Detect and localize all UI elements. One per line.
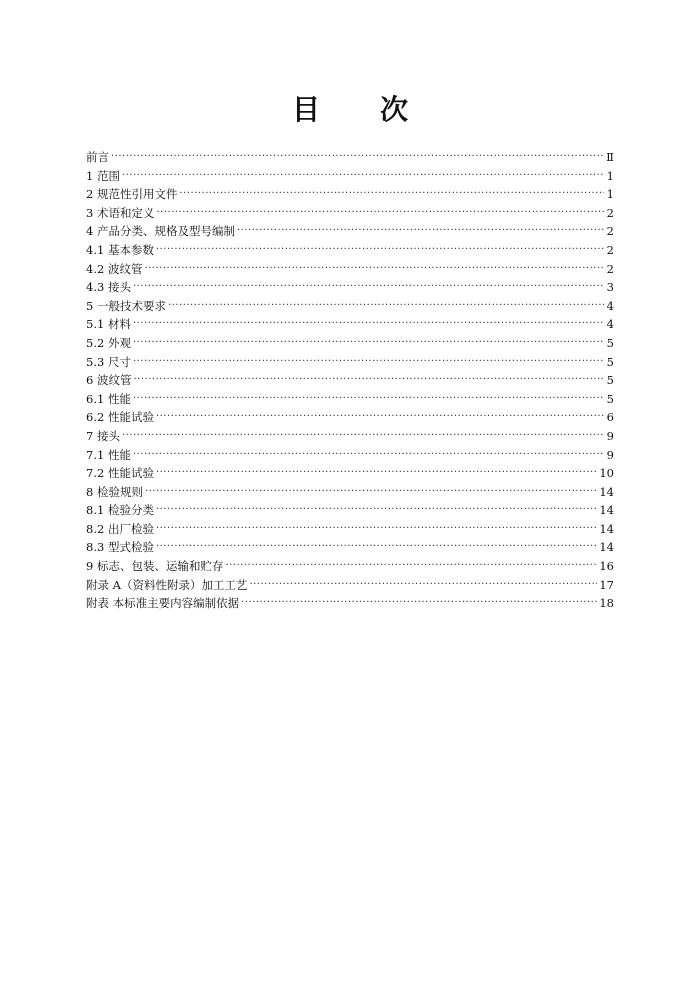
toc-leader-dots	[145, 483, 597, 502]
toc-leader-dots	[133, 353, 604, 372]
toc-entry[interactable]	[86, 167, 614, 186]
toc-entry-label: 4.3 接头	[86, 280, 131, 295]
toc-entry-label: 8.3 型式检验	[86, 540, 154, 555]
toc-leader-dots	[156, 408, 604, 427]
toc-leader-dots	[133, 315, 604, 334]
toc-entry-page-number: 14	[599, 540, 614, 555]
toc-leader-dots	[249, 576, 597, 595]
toc-entry-page-number: 18	[599, 596, 614, 611]
toc-leader-dots	[133, 278, 604, 297]
toc-leader-dots	[133, 446, 604, 465]
toc-entry[interactable]	[86, 520, 614, 539]
toc-entry[interactable]	[86, 427, 614, 446]
table-of-contents	[86, 148, 614, 613]
toc-entry[interactable]	[86, 297, 614, 316]
toc-entry[interactable]	[86, 241, 614, 260]
toc-entry[interactable]	[86, 222, 614, 241]
toc-entry[interactable]	[86, 148, 614, 167]
toc-entry-page-number: 16	[599, 559, 614, 574]
toc-entry[interactable]	[86, 483, 614, 502]
toc-entry-label: 2 规范性引用文件	[86, 187, 178, 202]
toc-entry[interactable]	[86, 557, 614, 576]
toc-entry-page-number: 17	[599, 577, 614, 592]
toc-entry-label: 6 波纹管	[86, 373, 132, 388]
toc-entry[interactable]	[86, 353, 614, 372]
toc-entry-page-number: 2	[606, 224, 614, 239]
toc-leader-dots	[241, 594, 597, 613]
title-char-1: 目	[291, 93, 320, 126]
toc-leader-dots	[237, 222, 604, 241]
toc-entry-label: 5.1 材料	[86, 317, 131, 332]
toc-entry-label: 7.2 性能试验	[86, 466, 154, 481]
toc-entry-page-number: 5	[606, 354, 614, 369]
page-title	[0, 88, 700, 128]
toc-entry-page-number: 5	[606, 391, 614, 406]
toc-entry-label: 前言	[86, 150, 109, 164]
toc-leader-dots	[122, 167, 604, 186]
toc-entry-label: 7.1 性能	[86, 447, 131, 462]
toc-entry-page-number: 4	[606, 298, 614, 313]
title-char-2: 次	[380, 93, 409, 126]
toc-entry-label: 附录 A（资料性附录）加工工艺	[86, 577, 248, 592]
toc-leader-dots	[111, 148, 604, 167]
toc-entry-label: 5.3 尺寸	[86, 354, 131, 369]
toc-entry-page-number: 5	[606, 335, 614, 350]
toc-entry-page-number: 2	[606, 261, 614, 276]
toc-entry[interactable]	[86, 408, 614, 427]
toc-leader-dots	[122, 427, 604, 446]
toc-entry-page-number: Ⅱ	[606, 150, 614, 164]
toc-entry-page-number: 14	[599, 484, 614, 499]
toc-leader-dots	[225, 557, 597, 576]
toc-entry-label: 8.2 出厂检验	[86, 521, 154, 536]
toc-entry[interactable]	[86, 371, 614, 390]
toc-entry-page-number: 1	[606, 187, 614, 202]
toc-entry-page-number: 10	[599, 466, 614, 481]
toc-entry-label: 8.1 检验分类	[86, 503, 154, 518]
toc-entry[interactable]	[86, 278, 614, 297]
toc-entry[interactable]	[86, 315, 614, 334]
toc-entry-page-number: 14	[599, 503, 614, 518]
toc-leader-dots	[144, 260, 604, 279]
toc-entry[interactable]	[86, 576, 614, 595]
toc-entry[interactable]	[86, 538, 614, 557]
toc-entry-label: 7 接头	[86, 428, 120, 443]
toc-entry-page-number: 9	[606, 428, 614, 443]
toc-entry[interactable]	[86, 594, 614, 613]
toc-entry-page-number: 4	[606, 317, 614, 332]
toc-leader-dots	[156, 520, 597, 539]
toc-leader-dots	[156, 464, 597, 483]
toc-entry-page-number: 2	[606, 205, 614, 220]
toc-leader-dots	[168, 297, 604, 316]
toc-entry-label: 3 术语和定义	[86, 205, 155, 220]
toc-entry-page-number: 3	[606, 280, 614, 295]
toc-entry-label: 4 产品分类、规格及型号编制	[86, 224, 235, 239]
toc-entry[interactable]	[86, 464, 614, 483]
toc-entry-page-number: 5	[606, 373, 614, 388]
toc-entry[interactable]	[86, 334, 614, 353]
toc-entry[interactable]	[86, 390, 614, 409]
toc-entry[interactable]	[86, 260, 614, 279]
toc-entry[interactable]	[86, 501, 614, 520]
toc-leader-dots	[156, 204, 604, 223]
toc-entry-label: 6.2 性能试验	[86, 410, 154, 425]
toc-leader-dots	[133, 390, 604, 409]
toc-entry-label: 1 范围	[86, 168, 120, 183]
toc-entry[interactable]	[86, 185, 614, 204]
toc-entry-label: 附表 本标准主要内容编制依据	[86, 596, 240, 611]
toc-leader-dots	[133, 334, 604, 353]
toc-entry-label: 5.2 外观	[86, 335, 131, 350]
toc-leader-dots	[156, 241, 604, 260]
toc-entry[interactable]	[86, 446, 614, 465]
toc-entry-page-number: 1	[606, 168, 614, 183]
toc-leader-dots	[133, 371, 604, 390]
toc-entry[interactable]	[86, 204, 614, 223]
toc-entry-label: 4.2 波纹管	[86, 261, 143, 276]
toc-leader-dots	[156, 538, 597, 557]
toc-entry-page-number: 6	[606, 410, 614, 425]
toc-entry-page-number: 9	[606, 447, 614, 462]
toc-entry-page-number: 14	[599, 521, 614, 536]
toc-entry-label: 8 检验规则	[86, 484, 143, 499]
toc-entry-page-number: 2	[606, 242, 614, 257]
toc-leader-dots	[156, 501, 597, 520]
toc-entry-label: 6.1 性能	[86, 391, 131, 406]
toc-entry-label: 4.1 基本参数	[86, 242, 154, 257]
toc-entry-label: 9 标志、包装、运输和贮存	[86, 559, 224, 574]
toc-leader-dots	[179, 185, 604, 204]
toc-entry-label: 5 一般技术要求	[86, 298, 166, 313]
